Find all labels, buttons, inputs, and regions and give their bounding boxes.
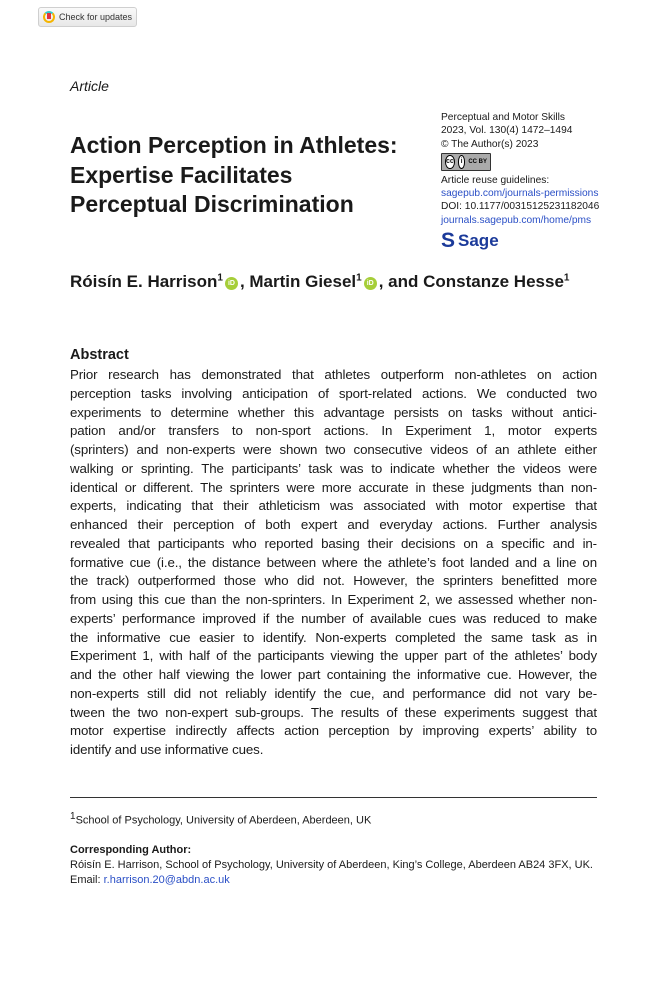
crossmark-icon xyxy=(43,11,55,23)
reuse-link[interactable]: sagepub.com/journals-permissions xyxy=(441,188,599,200)
abstract-body xyxy=(70,366,597,760)
abstract-line: experiments to determine whether this advantage persists on tasks without antici- xyxy=(70,404,597,420)
email-link[interactable]: r.harrison.20@abdn.ac.uk xyxy=(103,873,230,886)
reuse-label: Article reuse guidelines: xyxy=(441,174,550,186)
abstract-line: experts, indicating that their athleticism was associated with motor expertise that xyxy=(70,498,597,514)
abstract-line: motor expertise indirectly affects action perception by improving experts’ ability to xyxy=(70,723,597,739)
sage-s-icon: S xyxy=(441,229,456,253)
abstract-line: pation and/or transfers to non-sport actions. In Experiment 1, motor experts xyxy=(70,423,597,439)
abstract-line: formative cue (i.e., the distance between where the athlete’s foot landed and a line on xyxy=(70,554,597,570)
corresponding-address: Róisín E. Harrison, School of Psychology, University of Aberdeen, King’s College, Aberdeen AB24 3FX, UK. xyxy=(70,858,593,871)
journal-home-link[interactable]: journals.sagepub.com/home/pms xyxy=(441,214,592,226)
abstract-line: the track) outperformed those who did not. However, the sprinters benefitted more xyxy=(70,573,597,589)
abstract-line: and the other half viewing the lower part containing the informative cue. However, the xyxy=(70,667,597,682)
sage-logo xyxy=(441,230,599,251)
affiliation-marker: 1 xyxy=(217,272,223,284)
footnote-text: School of Psychology, University of Aberdeen, Aberdeen, UK xyxy=(75,814,372,827)
abstract-line: Experiment 1, with half of the participants viewing the upper part of the athletes’ body xyxy=(70,648,597,664)
journal-name: Perceptual and Motor Skills xyxy=(441,112,566,123)
check-updates-label: Check for updates xyxy=(59,12,133,22)
abstract-line: walking or sprinting. The participants’ task was to indicate whether the videos were xyxy=(70,460,597,476)
affiliation-marker: 1 xyxy=(563,272,570,284)
title-line: Action Perception in Athletes: xyxy=(70,132,398,158)
volume-info: 2023, Vol. 130(4) 1472–1494 xyxy=(441,125,573,137)
separator: , xyxy=(239,272,250,291)
orcid-icon[interactable]: iD xyxy=(225,277,238,290)
copyright: © The Author(s) 2023 xyxy=(441,138,539,150)
cc-icon: cc xyxy=(445,155,455,169)
journal-metadata xyxy=(441,111,599,251)
cc-by-license-badge[interactable] xyxy=(441,153,491,171)
author-list xyxy=(70,272,569,292)
footnote-divider xyxy=(70,797,597,798)
email-line xyxy=(70,873,630,888)
abstract-line: non-experts still did not reliably identify the cue, and performance did not vary be- xyxy=(70,685,597,701)
article-type: Article xyxy=(70,78,109,94)
footnotes xyxy=(70,809,630,888)
abstract-line: enhanced their perception of both expert and everyday actions. Further analysis xyxy=(70,517,597,532)
affiliation-footnote xyxy=(70,809,630,829)
separator: , and xyxy=(378,272,424,291)
abstract-line: identical or different. The sprinters were more accurate in these judgments than non- xyxy=(70,479,597,495)
title-line: Expertise Facilitates xyxy=(70,161,293,188)
abstract-line: experts’ performance improved if the number of available cues was reduced to make xyxy=(70,610,597,626)
publisher-name: Sage xyxy=(458,230,499,250)
corresponding-label: Corresponding Author: xyxy=(70,843,192,856)
abstract-line: perception tasks involving anticipation of sport-related actions. We conducted two xyxy=(70,385,597,401)
abstract-line: tween the two non-expert sub-groups. The results of these experiments suggest that xyxy=(70,704,597,720)
license-label: CC BY xyxy=(468,158,487,165)
affiliation-marker: 1 xyxy=(356,272,362,284)
abstract-line: from using this cue than the non-sprinters. In Experiment 2, we assessed whether non- xyxy=(70,592,597,607)
author-name: Constanze Hesse xyxy=(423,272,564,291)
abstract-line: revealed that participants who reported basing their decisions on a specific and in- xyxy=(70,535,597,551)
doi: DOI: 10.1177/00315125231182046 xyxy=(441,201,600,213)
paper-title xyxy=(70,131,430,220)
abstract-line: identify and use informative cues. xyxy=(70,742,264,757)
abstract-line: (sprinters) and non-experts were shown two consecutive videos of an athlete either xyxy=(70,442,597,457)
abstract-line: Prior research has demonstrated that athletes outperform non-athletes on action xyxy=(70,367,597,382)
check-for-updates-button[interactable] xyxy=(38,7,137,27)
abstract-heading: Abstract xyxy=(70,347,129,363)
author-name: Martin Giesel xyxy=(249,272,357,291)
author-name: Róisín E. Harrison xyxy=(70,272,218,291)
orcid-icon[interactable]: iD xyxy=(364,277,377,290)
title-line: Perceptual Discrimination xyxy=(70,191,354,217)
by-person-icon: i xyxy=(458,155,466,169)
footnote-number: 1 xyxy=(70,811,76,822)
abstract-line: the informative cue easier to identify. Non-experts completed the same task as in xyxy=(70,629,597,645)
email-label: Email: xyxy=(70,873,104,886)
